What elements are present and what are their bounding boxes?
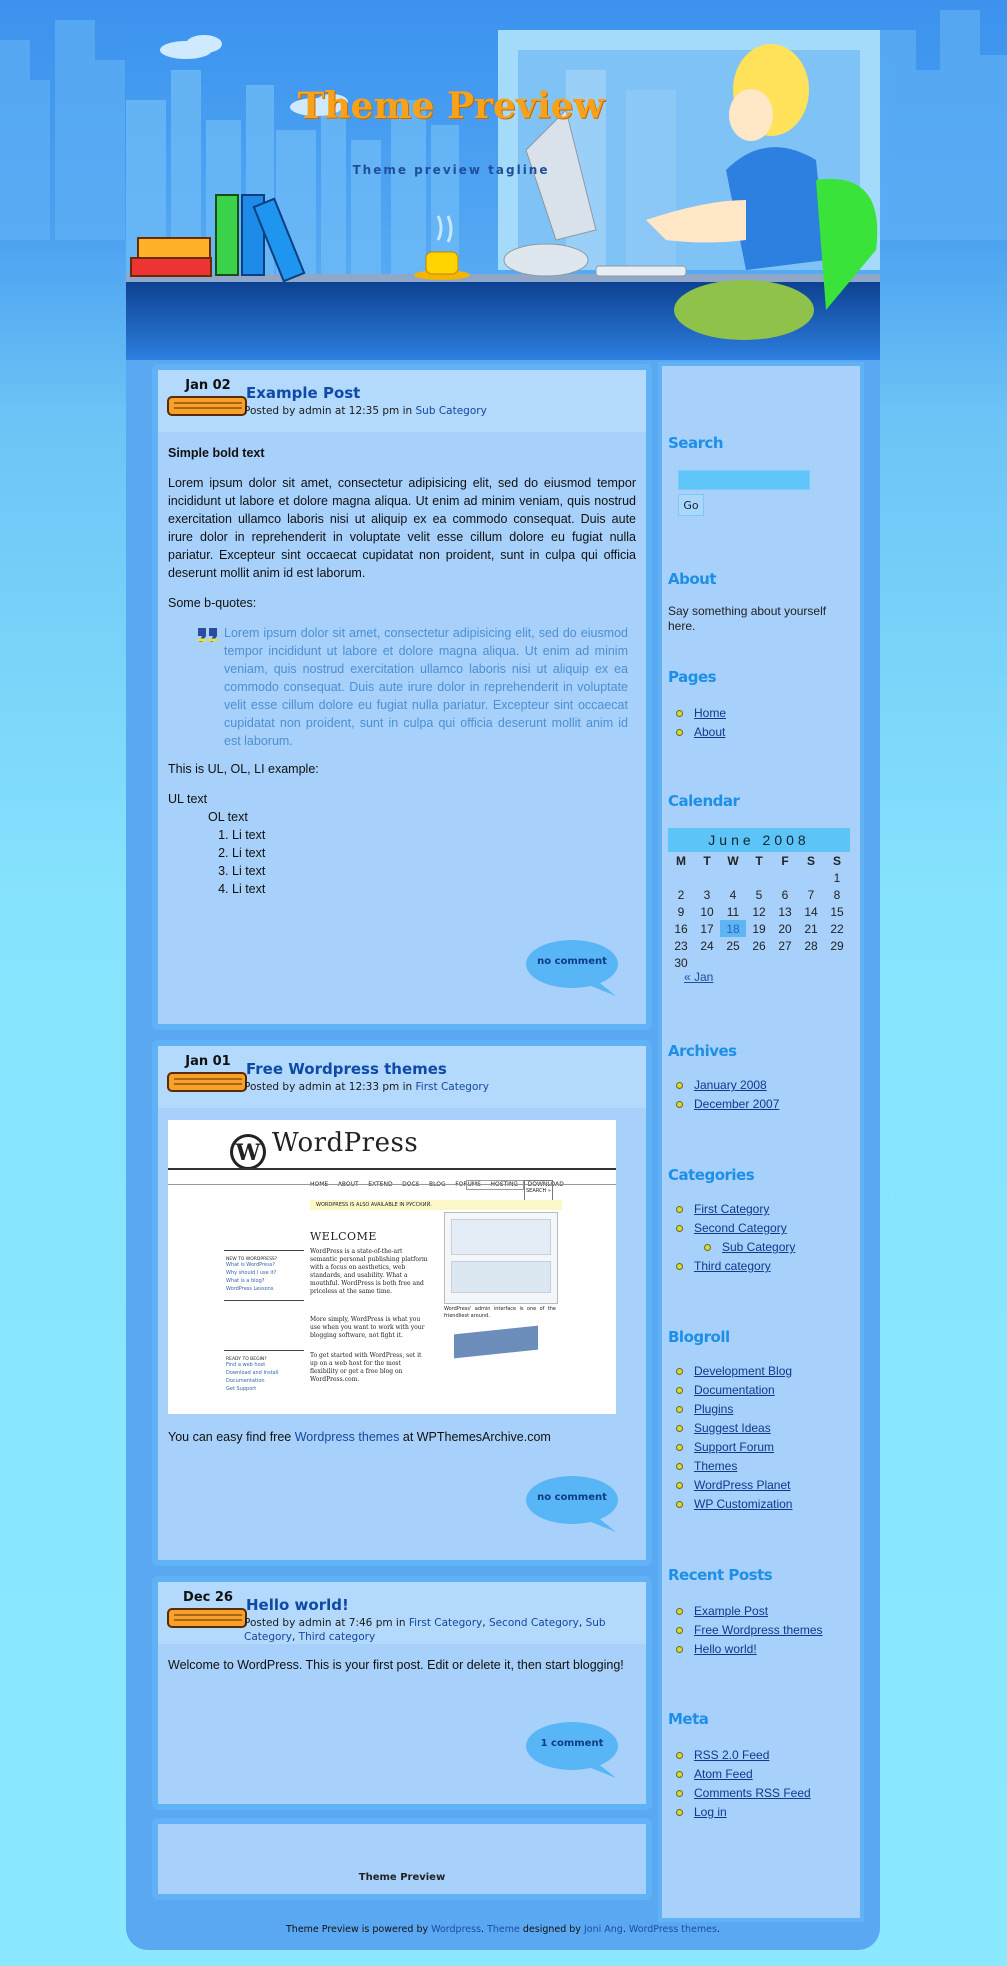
divider [224, 1300, 304, 1301]
rss-feed-link[interactable]: RSS 2.0 Feed [694, 1748, 770, 1762]
calendar-day: 30 [674, 955, 688, 970]
widget-title-blogroll: Blogroll [668, 1328, 730, 1346]
calendar-day: 13 [778, 904, 792, 919]
calendar-table [668, 852, 850, 971]
widget-title-pages: Pages [668, 668, 717, 686]
bold-heading: Simple bold text [168, 446, 265, 460]
screenshot-link: Why should I use it? [226, 1270, 277, 1276]
ul-text: UL text [168, 792, 208, 806]
screenshot-link: Documentation [226, 1378, 265, 1384]
meta-item [676, 1746, 811, 1765]
calendar-day: 16 [674, 921, 688, 936]
comments-link[interactable] [526, 1476, 618, 1526]
blogroll-link[interactable]: Suggest Ideas [694, 1421, 771, 1435]
blogroll-item [676, 1476, 792, 1495]
calendar-day: 25 [726, 938, 740, 953]
archive-item [676, 1076, 779, 1095]
archive-link[interactable]: December 2007 [694, 1097, 780, 1111]
credit-themes-link[interactable]: WordPress themes [628, 1924, 717, 1935]
blogroll-item [676, 1400, 792, 1419]
screenshot-link: What is WordPress? [226, 1262, 275, 1268]
calendar-day-today: 18 [720, 920, 746, 937]
widget-title-search: Search [668, 434, 724, 452]
screenshot-welcome: WELCOME [310, 1230, 377, 1243]
screenshot-intro: WordPress is a state-of-the-art semantic personal publishing platform with a focus on aesthetics, web standards, and usability. What a mouthful. WordPress is both free and priceless at the same time. [310, 1248, 428, 1295]
list-label: This is UL, OL, LI example: [168, 762, 319, 776]
category-link[interactable]: Second Category [488, 1617, 579, 1629]
calendar-day: 8 [833, 887, 841, 902]
calendar-day: 15 [830, 904, 844, 919]
comments-count[interactable]: no comment [537, 1492, 607, 1503]
post-hello-world [152, 1576, 652, 1810]
post-header [158, 1582, 646, 1644]
body-text: You can easy find free [168, 1430, 295, 1444]
page-link-home[interactable]: Home [694, 706, 727, 720]
post-meta: Posted by admin at 7:46 pm in First Category, Second Category, Sub Category, Third category [244, 1617, 606, 1643]
calendar-day: 28 [804, 938, 818, 953]
wordpress-themes-link[interactable]: Wordpress themes [294, 1430, 400, 1444]
post-date: Jan 01 [185, 1054, 231, 1069]
credit-theme-link[interactable]: Theme [487, 1924, 520, 1935]
category-link[interactable]: Sub Category [244, 1617, 606, 1643]
weekday-header: S [806, 853, 815, 868]
meta-item [676, 1784, 811, 1803]
calendar-day: 9 [677, 904, 685, 919]
comments-link[interactable] [526, 940, 618, 990]
weekday-header: T [755, 853, 763, 868]
calendar-day [798, 954, 824, 971]
blogroll-item [676, 1362, 792, 1381]
page-link-about[interactable]: About [694, 725, 726, 739]
recent-post-item [676, 1621, 823, 1640]
screenshot-intro-2: More simply, WordPress is what you use when you want to work with your blogging software, not fight it. [310, 1316, 425, 1339]
body-text: at WPThemesArchive.com [399, 1430, 551, 1444]
calendar-day [694, 869, 720, 886]
calendar-day [746, 954, 772, 971]
calendar-day: 1 [833, 870, 841, 885]
category-link[interactable]: Sub Category [722, 1240, 796, 1254]
credit-text: Theme Preview is powered by [286, 1924, 432, 1935]
post-meta-text: Posted by admin at 12:35 pm in [244, 405, 416, 417]
calendar-day: 20 [778, 921, 792, 936]
archives-list [676, 1076, 779, 1114]
calendar-prev-link[interactable]: « Jan [684, 970, 714, 984]
credit-text: designed by [519, 1924, 584, 1935]
wordpress-logo-text: WordPress [272, 1128, 419, 1158]
weekday-header: W [727, 853, 739, 868]
recent-post-item [676, 1640, 823, 1659]
calendar-day [668, 869, 694, 886]
blogroll-item [676, 1495, 792, 1514]
screenshot-caption: WordPress' admin interface is one of the friendliest around. [444, 1306, 556, 1319]
speech-bubble-icon [526, 1722, 618, 1780]
post-title-link[interactable]: Free Wordpress themes [246, 1060, 447, 1078]
calendar-day: 26 [752, 938, 766, 953]
sidebar [658, 362, 864, 1922]
credit-text: . [622, 1924, 629, 1935]
blogroll-link[interactable]: Plugins [694, 1402, 734, 1416]
calendar-day [694, 954, 720, 971]
footer-box-text: Theme Preview [358, 1872, 446, 1883]
calendar-day: 19 [752, 921, 766, 936]
widget-title-categories: Categories [668, 1166, 755, 1184]
screenshot-link: WordPress Lessons [226, 1286, 274, 1292]
post-paragraph [168, 1428, 636, 1446]
blogroll-link[interactable]: Development Blog [694, 1364, 793, 1378]
list-item: 1. Li text [232, 826, 636, 844]
quote-mark-icon [196, 626, 220, 644]
credit-text: . [716, 1924, 720, 1935]
calendar-day: 10 [700, 904, 714, 919]
category-link[interactable]: First Category [415, 1081, 489, 1093]
calendar-day [746, 869, 772, 886]
comments-feed-link[interactable]: Comments RSS Feed [694, 1786, 811, 1800]
calendar-day: 7 [807, 887, 815, 902]
weekday-header: S [832, 853, 841, 868]
comments-count[interactable]: no comment [537, 956, 607, 967]
archive-link[interactable]: January 2008 [694, 1078, 767, 1092]
screenshot-link: What is a blog? [226, 1278, 265, 1284]
post-paragraph: Welcome to WordPress. This is your first post. Edit or delete it, then start blogging! [168, 1658, 624, 1672]
calendar-day: 12 [752, 904, 766, 919]
blogroll-link[interactable]: Support Forum [694, 1440, 775, 1454]
bquote-label: Some b-quotes: [168, 596, 257, 610]
ol-text: OL text [208, 810, 248, 824]
categories-list [676, 1200, 795, 1276]
wordpress-logo-icon [228, 1132, 268, 1172]
atom-feed-link[interactable]: Atom Feed [694, 1767, 753, 1781]
widget-title-recent-posts: Recent Posts [668, 1566, 773, 1584]
post-date: Dec 26 [183, 1590, 233, 1605]
login-link[interactable]: Log in [694, 1805, 727, 1819]
screenshot-search-button: SEARCH » [524, 1180, 553, 1202]
blockquote-text: Lorem ipsum dolor sit amet, consectetur adipisicing elit, sed do eiusmod tempor incididunt ut labore et dolore magna aliqua. Ut enim ad minim veniam, quis nostrud exercitation ullamco laboris nisi ut aliquip ex ea commodo consequat. Duis aute irure dolor in reprehenderit in voluptate velit esse cillum dolore eu fugiat nulla pariatur. Excepteur sint occaecat cupidatat non proident, sunt in culpa qui officia deserunt mollit anim id est laborum. [224, 626, 628, 748]
book-date-icon [166, 394, 250, 420]
widget-title-archives: Archives [668, 1042, 737, 1060]
category-item [704, 1238, 795, 1257]
category-link[interactable]: Third category [694, 1259, 771, 1273]
meta-item [676, 1765, 811, 1784]
blogroll-item [676, 1381, 792, 1400]
calendar-day: 3 [703, 887, 711, 902]
weekday-header: T [703, 853, 711, 868]
category-link[interactable]: First Category [408, 1617, 483, 1629]
screenshot-thumbnail [444, 1212, 558, 1304]
blogroll-link[interactable]: Themes [694, 1459, 738, 1473]
wordpress-screenshot-image [168, 1120, 616, 1414]
book-date-icon [166, 1606, 250, 1632]
calendar-caption: June 2008 [668, 828, 850, 852]
calendar-day: 17 [700, 921, 714, 936]
category-link[interactable]: First Category [694, 1202, 770, 1216]
calendar-day: 11 [726, 904, 740, 919]
footer-box [152, 1818, 652, 1900]
page-item [676, 723, 726, 742]
credit-text: . [481, 1924, 488, 1935]
post-body [158, 1108, 646, 1468]
screenshot-sidebar-heading: READY TO BEGIN? [226, 1357, 267, 1362]
recent-post-link[interactable]: Hello world! [694, 1642, 757, 1656]
header-illustration [126, 30, 880, 360]
post-paragraph: Lorem ipsum dolor sit amet, consectetur adipisicing elit, sed do eiusmod tempor incididunt ut labore et dolore magna aliqua. Ut enim ad minim veniam, quis nostrud exercitation ullamco laboris nisi ut aliquip ex ea commodo consequat. Duis aute irure dolor in reprehenderit in voluptate velit esse cillum dolore eu fugiat nulla pariatur. Excepteur sint occaecat cupidatat non proident, sunt in culpa qui officia deserunt mollit anim id est laborum. [168, 476, 636, 580]
calendar-day: 4 [729, 887, 737, 902]
post-meta-text: Posted by admin at 12:33 pm in [244, 1081, 416, 1093]
calendar-day [772, 954, 798, 971]
calendar-day [798, 869, 824, 886]
credit-author-link[interactable]: Joni Ang [583, 1924, 623, 1935]
calendar-day [772, 869, 798, 886]
screenshot-sidebar-heading: NEW TO WORDPRESS? [226, 1257, 278, 1262]
speech-bubble-icon [526, 940, 618, 998]
category-item [676, 1257, 795, 1276]
blogroll-item [676, 1419, 792, 1438]
blogroll-link[interactable]: Documentation [694, 1383, 775, 1397]
ul-example [168, 790, 636, 898]
list-item: 3. Li text [232, 862, 636, 880]
book-date-icon [166, 1070, 250, 1096]
about-text: Say something about yourself here. [668, 604, 827, 633]
calendar-day [720, 954, 746, 971]
divider [168, 1168, 616, 1170]
post-title-link[interactable]: Example Post [246, 384, 361, 402]
search-go-button[interactable]: Go [678, 494, 704, 516]
pages-list [676, 704, 726, 742]
site-tagline: Theme preview tagline [352, 163, 550, 177]
archive-item [676, 1095, 779, 1114]
screenshot-preview-strip [454, 1326, 538, 1359]
screenshot-link: Find a web host [226, 1362, 266, 1368]
weekday-header: M [676, 853, 686, 868]
calendar-day: 27 [778, 938, 792, 953]
list-item: 4. Li text [232, 880, 636, 898]
header [126, 30, 880, 360]
calendar-day: 24 [700, 938, 714, 953]
post-title-link[interactable]: Hello world! [246, 1596, 349, 1614]
screenshot-search-field [466, 1180, 524, 1190]
recent-post-link[interactable]: Free Wordpress themes [694, 1623, 823, 1637]
list-item: 2. Li text [232, 844, 636, 862]
post-body [158, 1644, 646, 1696]
calendar-day: 21 [804, 921, 818, 936]
site-title[interactable]: Theme Preview [297, 85, 605, 127]
calendar [668, 828, 850, 971]
ol-example [208, 808, 636, 898]
blogroll-list [676, 1362, 792, 1514]
recent-post-link[interactable]: Example Post [694, 1604, 769, 1618]
calendar-day: 6 [781, 887, 789, 902]
comments-link[interactable] [526, 1722, 618, 1772]
footer-credit [126, 1924, 880, 1935]
blogroll-item [676, 1438, 792, 1457]
post-header [158, 370, 646, 432]
screenshot-sidebar-links [226, 1261, 276, 1293]
post-header [158, 1046, 646, 1108]
category-link[interactable]: Third category [298, 1631, 376, 1643]
recent-post-item [676, 1602, 823, 1621]
post-example-post [152, 364, 652, 1030]
weekday-header: F [781, 853, 789, 868]
calendar-day: 22 [830, 921, 844, 936]
category-link[interactable]: Second Category [694, 1221, 787, 1235]
post-meta [244, 1080, 634, 1094]
recent-posts-list [676, 1602, 823, 1659]
screenshot-link: Download and Install [226, 1370, 279, 1376]
svg-text:W: W [235, 1140, 261, 1166]
blogroll-item [676, 1457, 792, 1476]
post-date: Jan 02 [185, 378, 231, 393]
calendar-day: 5 [755, 887, 763, 902]
blogroll-link[interactable]: WordPress Planet [694, 1478, 791, 1492]
calendar-day: 14 [804, 904, 818, 919]
search-input[interactable] [678, 470, 810, 490]
screenshot-sidebar-links [226, 1361, 279, 1393]
post-body [158, 432, 646, 920]
category-link[interactable]: Sub Category [415, 405, 487, 417]
calendar-day: 2 [677, 887, 685, 902]
widget-title-meta: Meta [668, 1710, 709, 1728]
speech-bubble-icon [526, 1476, 618, 1534]
widget-title-about: About [668, 570, 717, 588]
blockquote [196, 624, 628, 750]
widget-title-calendar: Calendar [668, 792, 740, 810]
screenshot-link: Get Support [226, 1386, 257, 1392]
screenshot-notice: WORDPRESS IS ALSO AVAILABLE IN РУССКИЙ. [310, 1200, 562, 1210]
blogroll-link[interactable]: WP Customization [694, 1497, 793, 1511]
post-meta [244, 404, 634, 418]
credit-wordpress-link[interactable]: Wordpress [431, 1924, 482, 1935]
calendar-day [720, 869, 746, 886]
screenshot-intro-3: To get started with WordPress, set it up on a web host for the most flexibility or get a free blog on WordPress.com. [310, 1352, 422, 1383]
calendar-day: 29 [830, 938, 844, 953]
page-item [676, 704, 726, 723]
category-item [676, 1219, 795, 1238]
calendar-day: 23 [674, 938, 688, 953]
calendar-day [824, 954, 850, 971]
meta-item [676, 1803, 811, 1822]
meta-list [676, 1746, 811, 1822]
comments-count[interactable]: 1 comment [540, 1738, 604, 1749]
post-free-wordpress-themes [152, 1040, 652, 1566]
category-item [676, 1200, 795, 1219]
post-meta-text: Posted by admin at 7:46 pm in [244, 1617, 409, 1629]
